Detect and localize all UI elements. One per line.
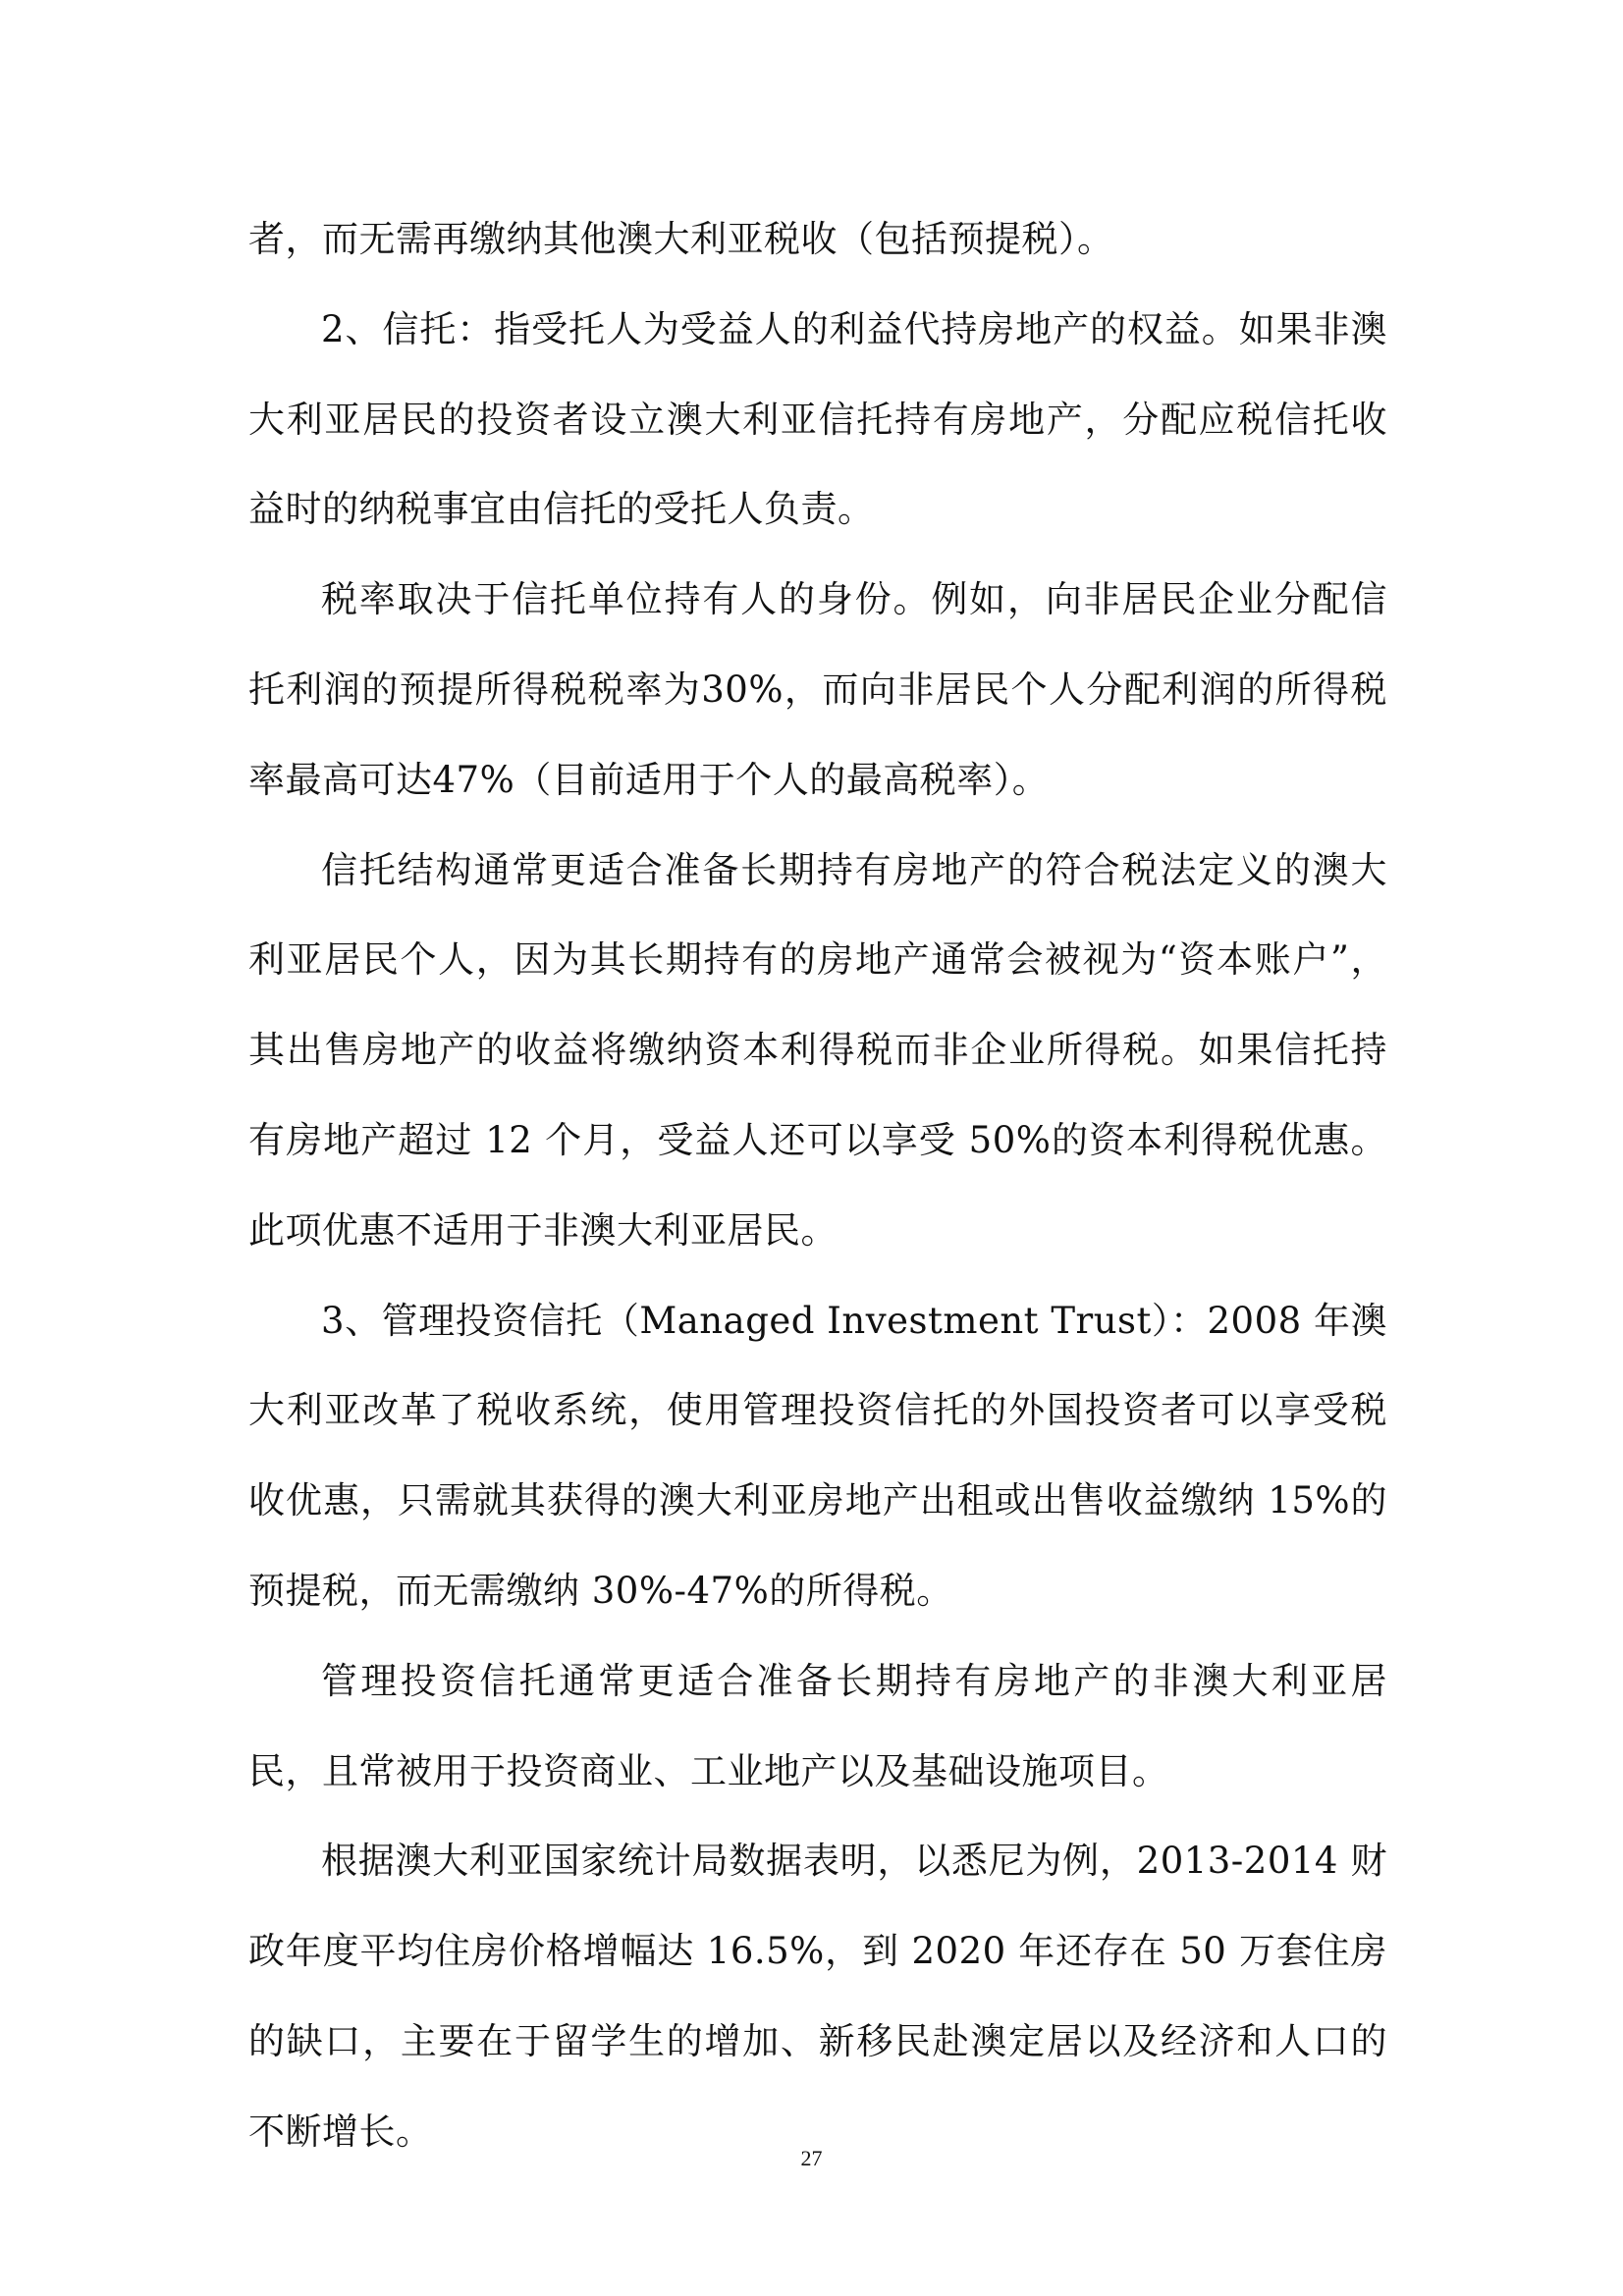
paragraph-continuation: 者，而无需再缴纳其他澳大利亚税收（包括预提税）。 xyxy=(248,218,1114,260)
paragraph-sydney-statistics: 根据澳大利亚国家统计局数据表明，以悉尼为例，2013-2014 财政年度平均住房价格增幅达 16.5%，到 2020 年还存在 50 万套住房的缺口，主要在于留学生的增加、新移民赴澳定居以及经济和人口的不断增长。 xyxy=(248,1840,1387,2153)
body-text xyxy=(248,194,1387,2177)
paragraph-trust: 2、信托：指受托人为受益人的利益代持房地产的权益。如果非澳大利亚居民的投资者设立澳大利亚信托持有房地产，分配应税信托收益时的纳税事宜由信托的受托人负责。 xyxy=(248,307,1387,531)
paragraph-trust-structure: 信托结构通常更适合准备长期持有房地产的符合税法定义的澳大利亚居民个人，因为其长期持有的房地产通常会被视为“资本账户”，其出售房地产的收益将缴纳资本利得税而非企业所得税。如果信托持有房地产超过 12 个月，受益人还可以享受 50%的资本利得税优惠。此项优惠不适用于非澳大利亚居民。 xyxy=(248,848,1387,1252)
paragraph-mit-suitability: 管理投资信托通常更适合准备长期持有房地产的非澳大利亚居民，且常被用于投资商业、工业地产以及基础设施项目。 xyxy=(248,1659,1387,1792)
paragraph-tax-rate: 税率取决于信托单位持有人的身份。例如，向非居民企业分配信托利润的预提所得税税率为30%，而向非居民个人分配利润的所得税率最高可达47%（目前适用于个人的最高税率）。 xyxy=(248,578,1387,801)
paragraph-managed-investment-trust: 3、管理投资信托（Managed Investment Trust）：2008 年澳大利亚改革了税收系统，使用管理投资信托的外国投资者可以享受税收优惠，只需就其获得的澳大利亚房地产出租或出售收益缴纳 15%的预提税，而无需缴纳 30%-47%的所得税。 xyxy=(248,1299,1387,1612)
page-number: 27 xyxy=(800,2146,823,2170)
